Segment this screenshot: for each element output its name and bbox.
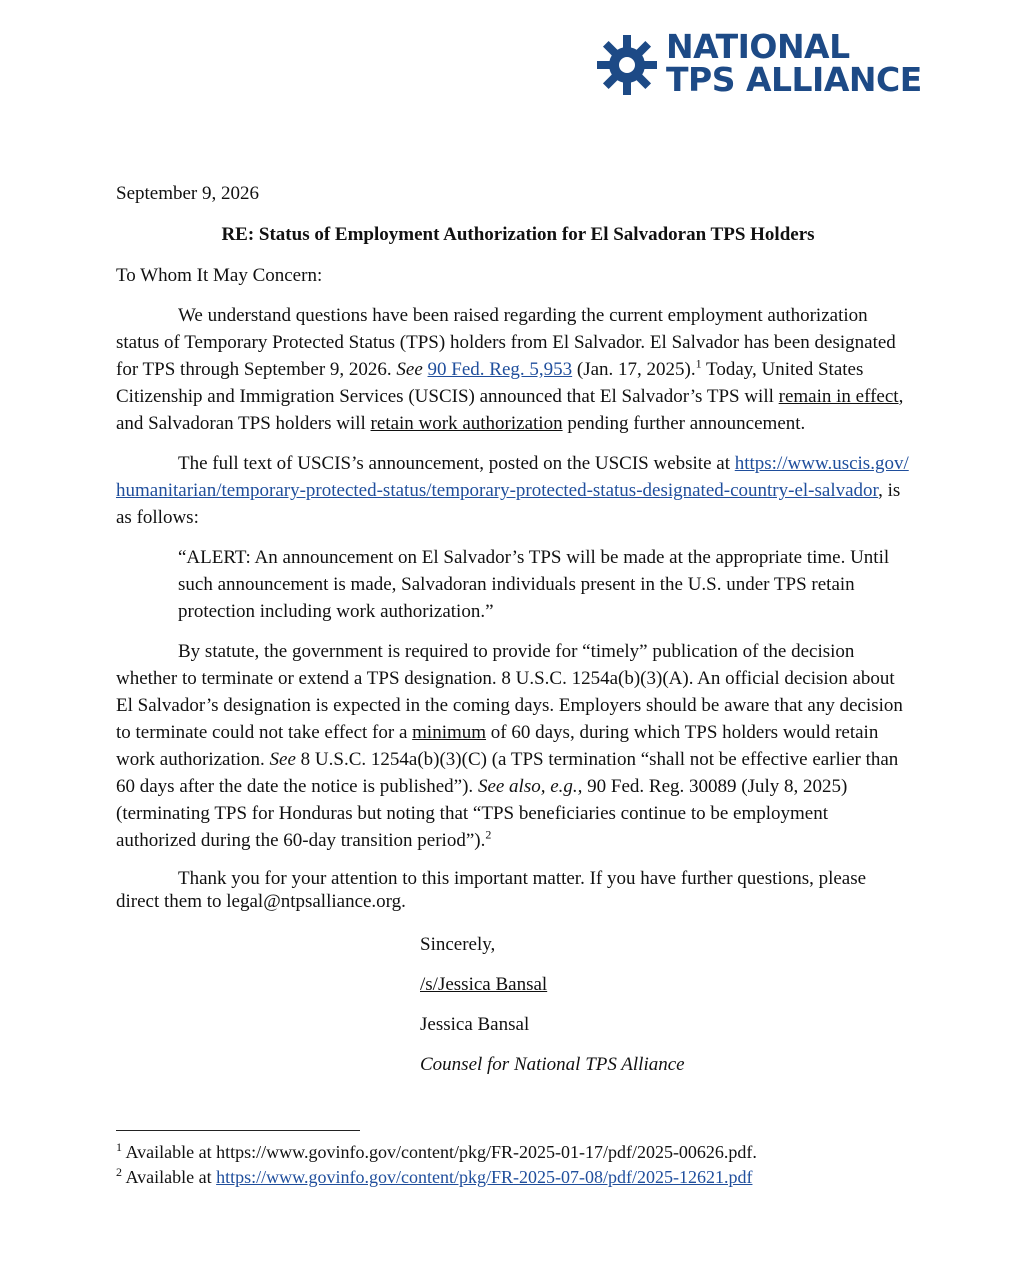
footnote-2: $^2$ Available at https://www.govinfo.gov/content/pkg/FR-2025-07-08/pdf/2025-12621.pdf [116,1165,753,1187]
minimum-emphasis: minimum [412,722,487,743]
footnote-ref-2[interactable]: 2 [485,827,492,842]
signature: /s/Jessica Bansal [420,974,548,995]
gear-icon [596,34,658,96]
footnote-ref-1[interactable]: 1 [695,356,702,371]
letter-body [116,180,912,1091]
fed-reg-link[interactable]: 90 Fed. Reg. 5,953 [427,359,573,380]
letter-date: September 9, 2026 [116,183,260,204]
footnote-divider [116,1130,360,1131]
subject-line: RE: Status of Employment Authorization for El Salvadoran TPS Holders [221,224,815,245]
signature-block [420,931,912,1078]
paragraph-2: The full text of USCIS’s announcement, posted on the USCIS website at https://www.uscis.gov/humanitarian/temporary-protected-status/temporary-protected-status-designated-country-el-salvador, is as follows: [116,453,909,528]
paragraph-1: We understand questions have been raised regarding the current employment authorization status of Temporary Protected Status (TPS) holders from El Salvador. El Salvador has been designated for TPS through September 9, 2026. See 90 Fed. Reg. 5,953 (Jan. 17, 2025).$^1$ Today, United States Citizenship and Immigration Services (USCIS) announced that El Salvador’s TPS will remain in effect, and Salvadoran TPS holders will retain work authorization pending further announcement. [116,305,904,434]
uscis-announcement-link[interactable]: https://www.uscis.gov/humanitarian/temporary-protected-status/temporary-protected-status-designated-country-el-salvador [116,453,909,501]
uscis-quote: “ALERT: An announcement on El Salvador’s TPS will be made at the appropriate time. Until such announcement is made, Salvadoran individuals present in the U.S. under TPS retain protection including work authorization.” [178,547,890,622]
logo-wordmark [666,27,922,99]
footnote-1: $^1$ Available at https://www.govinfo.gov/content/pkg/FR-2025-01-17/pdf/2025-00626.pdf. [116,1140,757,1162]
paragraph-3: By statute, the government is required to provide for “timely” publication of the decision whether to terminate or extend a TPS designation. 8 U.S.C. 1254a(b)(3)(A). An official decision about El Salvador’s designation is expected in the coming days. Employers should be aware that any decision to terminate could not take effect for a minimum of 60 days, during which TPS holders would retain work authorization. See 8 U.S.C. 1254a(b)(3)(C) (a TPS termination “shall not be effective earlier than 60 days after the date the notice is published”). See also, e.g., 90 Fed. Reg. 30089 (July 8, 2025) (terminating TPS for Honduras but noting that “TPS beneficiaries continue to be employment authorized during the 60-day transition period”).$^2$ [116,641,903,851]
signer-name: Jessica Bansal [420,1014,530,1035]
logo-line-2: TPS ALLIANCE [666,60,922,99]
footnotes [116,1140,916,1190]
remain-in-effect: remain in effect [778,386,899,407]
national-tps-alliance-logo [596,27,922,100]
logo-line-1: NATIONAL [666,27,850,66]
thanks-paragraph: Thank you for your attention to this important matter. If you have further questions, please direct them to legal@ntpsalliance.org. [116,868,867,912]
closing: Sincerely, [420,934,496,955]
signer-role: Counsel for National TPS Alliance [420,1054,685,1075]
see-signal: See [396,359,423,380]
retain-work-authorization: retain work authorization [370,413,563,434]
greeting: To Whom It May Concern: [116,265,323,286]
footnote-2-link[interactable]: https://www.govinfo.gov/content/pkg/FR-2025-07-08/pdf/2025-12621.pdf [216,1167,753,1187]
